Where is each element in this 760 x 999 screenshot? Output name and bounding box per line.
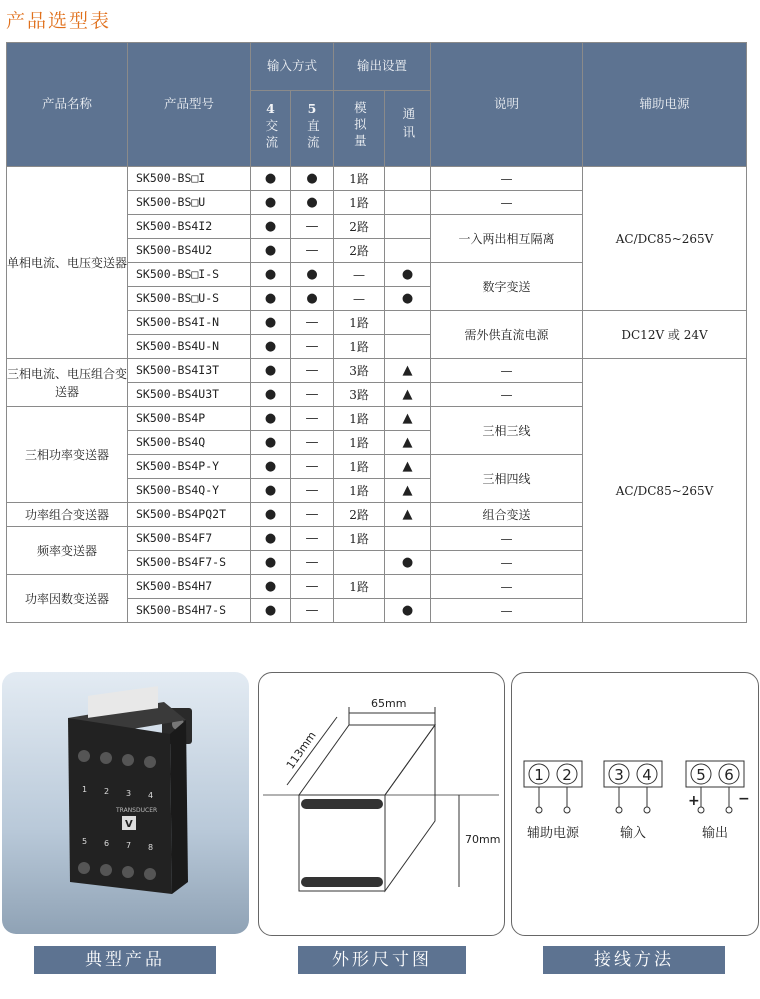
box-top-face xyxy=(299,725,435,795)
header-ac xyxy=(251,91,291,167)
model-cell: SK500-BS4F7-S xyxy=(128,551,251,575)
model-cell: SK500-BS4F7 xyxy=(128,527,251,551)
header-input-mode: 输入方式 xyxy=(251,43,334,91)
group-name: 三相功率变送器 xyxy=(7,407,128,503)
comm-cell xyxy=(385,527,431,551)
analog-cell: 1路 xyxy=(334,167,385,191)
note-cell: — xyxy=(431,383,583,407)
model-cell: SK500-BS4I-N xyxy=(128,311,251,335)
table-row xyxy=(7,359,747,383)
analog-cell: 2路 xyxy=(334,503,385,527)
comm-cell: ▲ xyxy=(385,383,431,407)
model-cell: SK500-BS4H7 xyxy=(128,575,251,599)
ac-cell: ● xyxy=(251,359,291,383)
note-cell: 数字变送 xyxy=(431,263,583,311)
comm-cell xyxy=(385,215,431,239)
ac-cell: ● xyxy=(251,311,291,335)
dc-cell: — xyxy=(291,551,334,575)
power-cell: DC12V 或 24V xyxy=(583,311,747,359)
note-cell: — xyxy=(431,575,583,599)
terminal-6: 6 xyxy=(724,766,734,784)
ac-cell: ● xyxy=(251,239,291,263)
analog-cell: 1路 xyxy=(334,311,385,335)
header-ac-number: 4 xyxy=(266,100,275,116)
comm-cell: ▲ xyxy=(385,503,431,527)
ac-cell: ● xyxy=(251,575,291,599)
note-cell: — xyxy=(431,551,583,575)
ac-cell: ● xyxy=(251,551,291,575)
analog-cell xyxy=(334,551,385,575)
header-note: 说明 xyxy=(431,43,583,167)
model-cell: SK500-BS4P-Y xyxy=(128,455,251,479)
dc-cell: — xyxy=(291,311,334,335)
analog-cell: 1路 xyxy=(334,431,385,455)
label-output: 输出 xyxy=(701,826,729,841)
note-cell: — xyxy=(431,599,583,623)
comm-cell: ▲ xyxy=(385,359,431,383)
terminal-slots xyxy=(301,799,383,887)
note-cell: 一入两出相互隔离 xyxy=(431,215,583,263)
comm-cell: ● xyxy=(385,599,431,623)
analog-cell: — xyxy=(334,287,385,311)
terminal-block-output xyxy=(686,761,744,787)
terminal-number: 3 xyxy=(126,789,132,798)
dc-cell: — xyxy=(291,503,334,527)
height-label: 70mm xyxy=(465,833,501,846)
analog-cell: — xyxy=(334,263,385,287)
model-cell: SK500-BS4U2 xyxy=(128,239,251,263)
terminal-block-power xyxy=(524,761,582,787)
model-cell: SK500-BS4I2 xyxy=(128,215,251,239)
analog-cell: 1路 xyxy=(334,575,385,599)
minus-sign: − xyxy=(738,791,750,807)
terminal-1: 1 xyxy=(534,766,544,784)
ac-cell: ● xyxy=(251,287,291,311)
product-selection-table xyxy=(6,42,747,623)
terminal-2: 2 xyxy=(562,766,572,784)
ac-cell: ● xyxy=(251,503,291,527)
dc-cell: — xyxy=(291,479,334,503)
analog-cell: 1路 xyxy=(334,407,385,431)
note-cell: 需外供直流电源 xyxy=(431,311,583,359)
width-label: 65mm xyxy=(371,697,407,710)
housing-side xyxy=(170,720,188,894)
note-cell: — xyxy=(431,191,583,215)
comm-cell: ▲ xyxy=(385,455,431,479)
header-dc-label: 直流 xyxy=(305,118,321,152)
note-cell: 三相四线 xyxy=(431,455,583,503)
comm-cell: ● xyxy=(385,263,431,287)
ac-cell: ● xyxy=(251,335,291,359)
dc-cell: ● xyxy=(291,191,334,215)
wiring-diagram xyxy=(512,673,758,935)
model-cell: SK500-BS4Q-Y xyxy=(128,479,251,503)
group-name: 功率因数变送器 xyxy=(7,575,128,623)
terminal-5: 5 xyxy=(696,766,706,784)
table-row xyxy=(7,167,747,191)
transducer-label: TRANSDUCER xyxy=(116,807,158,814)
analog-cell xyxy=(334,599,385,623)
terminal-number: 4 xyxy=(148,791,154,800)
analog-cell: 3路 xyxy=(334,383,385,407)
ac-cell: ● xyxy=(251,407,291,431)
header-power: 辅助电源 xyxy=(583,43,747,167)
ac-cell: ● xyxy=(251,455,291,479)
header-name: 产品名称 xyxy=(7,43,128,167)
ac-cell: ● xyxy=(251,479,291,503)
analog-cell: 1路 xyxy=(334,455,385,479)
note-cell: — xyxy=(431,527,583,551)
dc-cell: — xyxy=(291,575,334,599)
dc-cell: — xyxy=(291,599,334,623)
badge-letter: V xyxy=(125,819,133,830)
ac-cell: ● xyxy=(251,215,291,239)
group-name: 功率组合变送器 xyxy=(7,503,128,527)
label-aux-power: 辅助电源 xyxy=(526,826,580,841)
header-output-setting: 输出设置 xyxy=(334,43,431,91)
group-name: 频率变送器 xyxy=(7,527,128,575)
plus-sign: + xyxy=(688,793,700,809)
product-photo-panel xyxy=(2,672,249,934)
comm-cell xyxy=(385,191,431,215)
comm-cell xyxy=(385,335,431,359)
ac-cell: ● xyxy=(251,383,291,407)
analog-cell: 1路 xyxy=(334,191,385,215)
transducer-illustration xyxy=(2,672,249,934)
dc-cell: ● xyxy=(291,263,334,287)
comm-cell xyxy=(385,311,431,335)
dc-cell: — xyxy=(291,527,334,551)
note-cell: — xyxy=(431,359,583,383)
model-cell: SK500-BS4H7-S xyxy=(128,599,251,623)
model-cell: SK500-BS□I-S xyxy=(128,263,251,287)
wiring-panel xyxy=(511,672,759,936)
header-ac-label: 交流 xyxy=(263,118,279,152)
dc-cell: — xyxy=(291,455,334,479)
header-analog xyxy=(334,91,385,167)
analog-cell: 2路 xyxy=(334,215,385,239)
dc-cell: — xyxy=(291,383,334,407)
header-comm xyxy=(385,91,431,167)
terminal-number: 7 xyxy=(126,841,132,850)
comm-cell xyxy=(385,575,431,599)
analog-cell: 1路 xyxy=(334,335,385,359)
comm-cell: ▲ xyxy=(385,407,431,431)
comm-cell xyxy=(385,167,431,191)
model-cell: SK500-BS4PQ2T xyxy=(128,503,251,527)
depth-label: 113mm xyxy=(283,729,319,772)
comm-cell: ● xyxy=(385,287,431,311)
dc-cell: — xyxy=(291,407,334,431)
note-cell: — xyxy=(431,167,583,191)
analog-cell: 1路 xyxy=(334,479,385,503)
terminal-block-input xyxy=(604,761,662,787)
ac-cell: ● xyxy=(251,527,291,551)
model-cell: SK500-BS4Q xyxy=(128,431,251,455)
dc-cell: — xyxy=(291,359,334,383)
terminal-number: 5 xyxy=(82,837,88,846)
dimension-drawing xyxy=(259,673,504,935)
terminal-number: 6 xyxy=(104,839,110,848)
dc-cell: — xyxy=(291,239,334,263)
dc-cell: ● xyxy=(291,167,334,191)
analog-cell: 3路 xyxy=(334,359,385,383)
model-cell: SK500-BS4U-N xyxy=(128,335,251,359)
model-cell: SK500-BS□I xyxy=(128,167,251,191)
model-cell: SK500-BS4P xyxy=(128,407,251,431)
terminal-number: 8 xyxy=(148,843,154,852)
model-cell: SK500-BS4I3T xyxy=(128,359,251,383)
terminal-3: 3 xyxy=(614,766,624,784)
comm-cell xyxy=(385,239,431,263)
dc-cell: — xyxy=(291,215,334,239)
header-dc-number: 5 xyxy=(307,100,317,116)
ac-cell: ● xyxy=(251,263,291,287)
dc-cell: — xyxy=(291,335,334,359)
box-front-face xyxy=(299,795,385,891)
box-side-face xyxy=(385,725,435,891)
note-cell: 组合变送 xyxy=(431,503,583,527)
page-title: 产品选型表 xyxy=(6,10,112,32)
dimension-panel xyxy=(258,672,505,936)
caption-dimensions: 外形尺寸图 xyxy=(298,946,466,974)
dc-cell: ● xyxy=(291,287,334,311)
analog-cell: 2路 xyxy=(334,239,385,263)
power-cell: AC/DC85~265V xyxy=(583,167,747,311)
group-name: 三相电流、电压组合变送器 xyxy=(7,359,128,407)
header-comm-label: 通讯 xyxy=(400,107,416,145)
note-cell: 三相三线 xyxy=(431,407,583,455)
terminal-number: 2 xyxy=(104,787,110,796)
caption-product: 典型产品 xyxy=(34,946,216,974)
ac-cell: ● xyxy=(251,599,291,623)
model-cell: SK500-BS4U3T xyxy=(128,383,251,407)
comm-cell: ● xyxy=(385,551,431,575)
power-cell: AC/DC85~265V xyxy=(583,359,747,623)
terminal-4: 4 xyxy=(642,766,652,784)
group-name: 单相电流、电压变送器 xyxy=(7,167,128,359)
caption-wiring: 接线方法 xyxy=(543,946,725,974)
model-cell: SK500-BS□U xyxy=(128,191,251,215)
ac-cell: ● xyxy=(251,431,291,455)
label-input: 输入 xyxy=(619,826,647,841)
comm-cell: ▲ xyxy=(385,479,431,503)
comm-cell: ▲ xyxy=(385,431,431,455)
header-analog-label: 模拟量 xyxy=(352,100,368,151)
model-cell: SK500-BS□U-S xyxy=(128,287,251,311)
analog-cell: 1路 xyxy=(334,527,385,551)
terminal-number: 1 xyxy=(82,785,88,794)
header-dc xyxy=(291,91,334,167)
ac-cell: ● xyxy=(251,167,291,191)
header-model: 产品型号 xyxy=(128,43,251,167)
dc-cell: — xyxy=(291,431,334,455)
ac-cell: ● xyxy=(251,191,291,215)
